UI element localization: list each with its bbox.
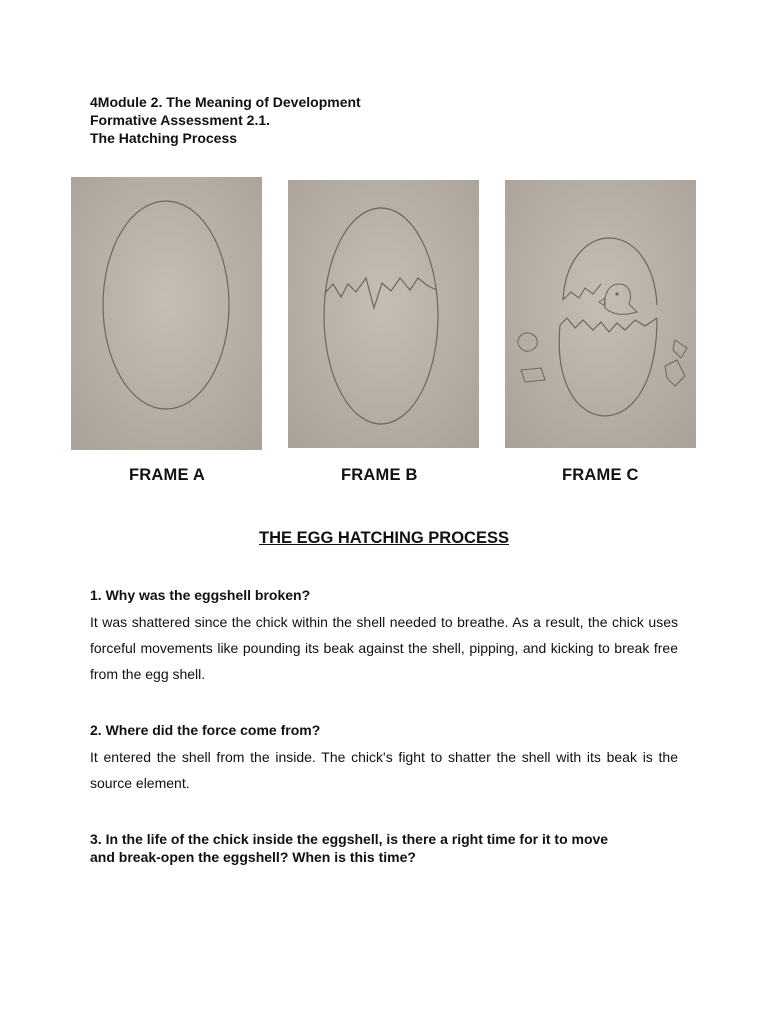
frame-c-label: FRAME C bbox=[562, 466, 639, 484]
answer-2: It entered the shell from the inside. The chick's fight to shatter the shell with its beak is the source element. bbox=[90, 749, 678, 791]
answer-1: It was shattered since the chick within the shell needed to breathe. As a result, the chick uses forceful movements like pounding its beak against the shell, pipping, and kicking to break free from the egg shell. bbox=[90, 614, 678, 682]
module-title: 4Module 2. The Meaning of Development bbox=[90, 94, 361, 110]
question-3 bbox=[90, 830, 608, 866]
frame-a-label: FRAME A bbox=[129, 466, 205, 484]
cracked-egg-drawing bbox=[288, 180, 479, 448]
frame-b-image bbox=[288, 180, 479, 448]
frame-a-image bbox=[71, 177, 262, 450]
hatching-egg-drawing bbox=[505, 180, 696, 448]
question-2: 2. Where did the force come from? bbox=[90, 722, 321, 738]
question-3-line-2: and break-open the eggshell? When is this time? bbox=[90, 849, 416, 865]
question-3-line-1: 3. In the life of the chick inside the eggshell, is there a right time for it to move bbox=[90, 831, 609, 847]
frame-c-image bbox=[505, 180, 696, 448]
section-title: THE EGG HATCHING PROCESS bbox=[259, 529, 509, 547]
document-header bbox=[90, 93, 361, 147]
whole-egg-drawing bbox=[71, 177, 262, 450]
question-1: 1. Why was the eggshell broken? bbox=[90, 587, 311, 603]
assessment-title: Formative Assessment 2.1. bbox=[90, 112, 271, 128]
topic-title: The Hatching Process bbox=[90, 130, 238, 146]
frame-b-label: FRAME B bbox=[341, 466, 418, 484]
